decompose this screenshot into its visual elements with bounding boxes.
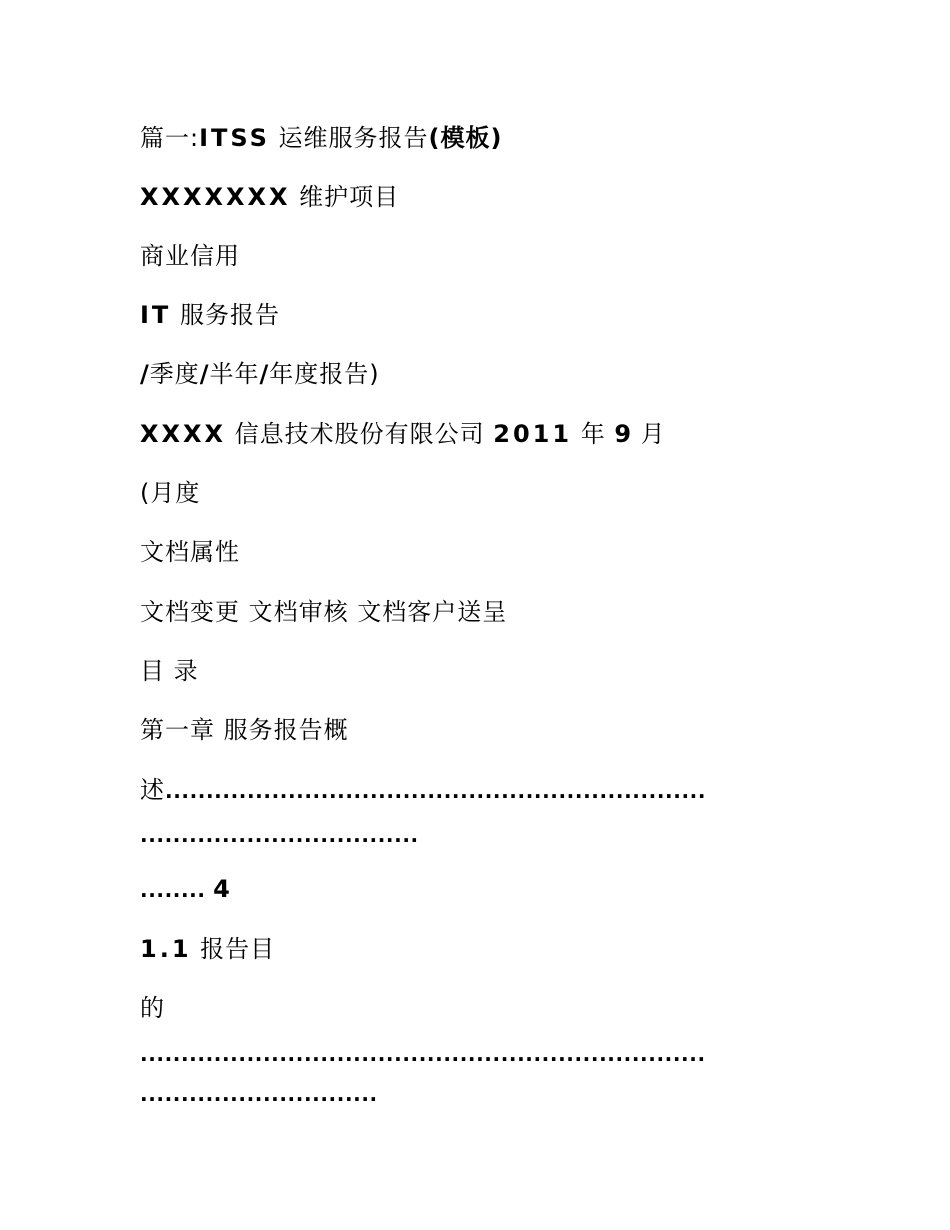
toc-leader-dots-continued: ..................................: [140, 823, 419, 847]
toc-leader-dots: ..................................................................: [165, 779, 707, 803]
heading-suffix: (模板): [428, 124, 503, 152]
toc-entry-1-page: 4: [213, 875, 231, 903]
toc-entry-2-number: 1.1: [140, 935, 192, 963]
heading-title: 运维服务报告: [269, 124, 429, 152]
report-month: 9: [614, 420, 633, 448]
toc-entry-1-line: [140, 774, 810, 807]
toc-leader-dots-tail: ........: [140, 878, 214, 902]
doc-flow-line: 文档变更 文档审核 文档客户送呈: [140, 598, 508, 626]
heading-code: ITSS: [199, 124, 270, 152]
period-slash-2: /: [199, 360, 210, 388]
toc-entry-2-title: [140, 933, 275, 965]
period-slash-1: /: [140, 360, 150, 388]
period-quarter: 季度: [149, 360, 200, 388]
toc-entry-2-leader-dots-continued: .............................: [140, 1082, 378, 1106]
period-half-year: 半年: [209, 360, 260, 388]
report-year: 2011: [493, 420, 573, 448]
report-title-label: 服务报告: [171, 301, 280, 329]
project-label: 维护项目: [290, 183, 400, 211]
period-annual: 年度报告): [269, 360, 380, 388]
toc-title: 目 录: [140, 657, 199, 685]
company-code: XXXX: [140, 420, 227, 448]
doc-attributes-heading: 文档属性: [140, 538, 240, 566]
year-unit: 年: [572, 420, 615, 448]
heading-prefix: 篇一:: [140, 124, 200, 152]
toc-entry-1-text: 述: [140, 776, 165, 804]
toc-entry-2-text-cont: 的: [140, 994, 165, 1022]
report-title-line: [140, 299, 280, 331]
period-open-line: (月度: [140, 479, 201, 507]
month-unit: 月: [632, 420, 666, 448]
project-line: [140, 181, 399, 213]
category-line: 商业信用: [140, 242, 240, 270]
toc-entry-2-leader-dots: .....................................................................: [140, 1042, 706, 1066]
period-line: [140, 358, 380, 390]
company-line: [140, 418, 666, 450]
report-title-code: IT: [140, 301, 172, 329]
document-heading: [140, 122, 502, 154]
toc-entry-1-page-line: [140, 873, 231, 906]
project-code: XXXXXXX: [140, 183, 291, 211]
company-name: 信息技术股份有限公司: [226, 420, 494, 448]
toc-entry-2-text: 报告目: [191, 935, 276, 963]
period-slash-3: /: [259, 360, 270, 388]
toc-entry-1-title: 第一章 服务报告概: [140, 716, 349, 744]
